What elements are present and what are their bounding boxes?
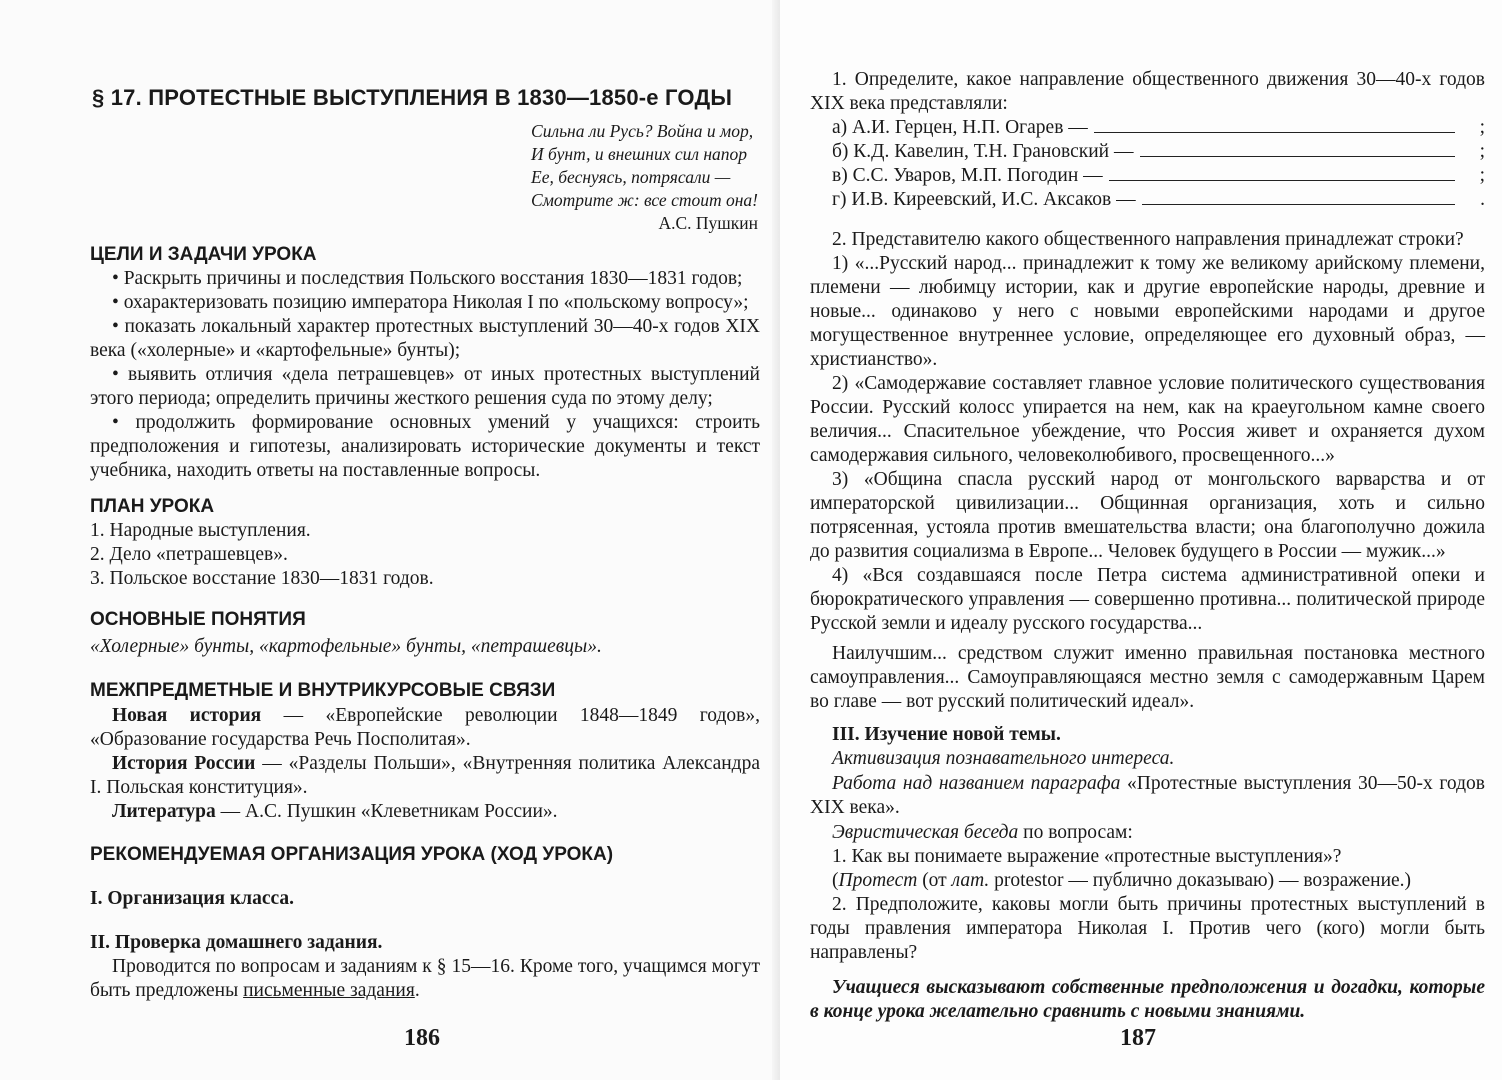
goals-list	[90, 267, 760, 483]
heuristic-label: Эвристическая беседа	[832, 822, 1019, 843]
link-subject: Новая история	[112, 705, 262, 726]
concepts-heading: ОСНОВНЫЕ ПОНЯТИЯ	[90, 609, 306, 630]
goal-item: • выявить отличия «дела петрашевцев» от иных протестных выступлений этого периода; определить причины жесткого решения суда по этому делу;	[90, 364, 760, 409]
goal-item: • показать локальный характер протестных выступлений 30—40-х годов XIX века («холерные» и «картофельные» бунты);	[90, 316, 760, 361]
answer-label: б) К.Д. Кавелин, Т.Н. Грановский —	[832, 141, 1134, 162]
concepts-text: «Холерные» бунты, «картофельные» бунты, «петрашевцы».	[90, 636, 602, 657]
blank-line[interactable]	[1140, 156, 1455, 157]
quote: 3) «Община спасла русский народ от монгольского варварства и от императорской цивилизации... Общинная организация, хоть и сильно потрясенная, устояла против вмешательства власти; она благополучно дожила до развития социализма в Европе... Человек будущего в России — мужик...»	[810, 469, 1485, 562]
links-heading: МЕЖПРЕДМЕТНЫЕ И ВНУТРИКУРСОВЫЕ СВЯЗИ	[90, 680, 556, 701]
punct: ;	[1479, 141, 1485, 162]
blank-line[interactable]	[1142, 204, 1456, 205]
plan-item: 1. Народные выступления.	[90, 520, 311, 541]
quote: 2) «Самодержавие составляет главное условие политического существования России. Русский колосс упирается на нем, как на краеугольном камне своего величия... Спасительное убеждение, что Россия живет и охраняется духом самодержавия сильного, человеколюбивого, просвещенного...»	[810, 373, 1485, 466]
t: protestor — публично доказываю) — возражение.)	[989, 870, 1412, 891]
plan-heading: ПЛАН УРОКА	[90, 496, 215, 517]
plan-list	[90, 519, 760, 591]
punct: .	[1480, 189, 1485, 210]
heuristic	[810, 821, 1485, 845]
goal-item: • Раскрыть причины и последствия Польского восстания 1830—1831 годов;	[112, 268, 743, 289]
heuristic-text: по вопросам:	[1018, 822, 1133, 843]
page-number: 186	[404, 1025, 440, 1051]
link-text: — А.С. Пушкин «Клеветникам России».	[215, 801, 558, 822]
answer-label: а) А.И. Герцен, Н.П. Огарев —	[832, 117, 1088, 138]
students-note: Учащиеся высказывают собственные предположения и догадки, которые в конце урока желательно сравнить с новыми знаниями.	[810, 977, 1485, 1022]
answer-line	[810, 188, 1485, 212]
link-item	[90, 752, 760, 800]
goals-heading: ЦЕЛИ И ЗАДАЧИ УРОКА	[90, 244, 317, 265]
goal-item: • охарактеризовать позицию императора Николая I по «польскому вопросу»;	[112, 292, 749, 313]
quote: 4) «Вся создавшаяся после Петра система административной опеки и бюрократического управления — совершенно противна... политической природе Русской земли и идеалу русского государства...	[810, 565, 1485, 634]
quote: 1) «...Русский народ... принадлежит к тому же великому арийскому племени, племени — любимцу истории, как и другие европейские народы, древние и новые... одинаково у него с новыми европейскими народами и другое могущественное внутреннее условие, определяющее его духовный образ, — христианство».	[810, 253, 1485, 370]
work-text: «Протестные выступления 30—50-х годов XIX века».	[810, 773, 1485, 818]
epigraph-line: Смотрите ж: все стоит она!	[531, 190, 758, 210]
answer-line	[810, 164, 1485, 188]
epigraph-author: А.С. Пушкин	[658, 213, 758, 233]
t: (от	[917, 870, 952, 891]
punct: ;	[1479, 117, 1485, 138]
answer-line	[810, 116, 1485, 140]
work-on-title	[810, 772, 1485, 820]
organization-heading: РЕКОМЕНДУЕМАЯ ОРГАНИЗАЦИЯ УРОКА (ХОД УРОКА)	[90, 844, 614, 865]
link-subject: Литература	[112, 801, 216, 822]
quote: Наилучшим... средством служит именно правильная постановка местного самоуправления... Самоуправляющаяся местно земля с самодержавным Царем во главе — вот русский политический идеал».	[810, 643, 1485, 712]
answer-label: в) С.С. Уваров, М.П. Погодин —	[832, 165, 1103, 186]
answer-line	[810, 140, 1485, 164]
step-2-body: Проводится по вопросам и заданиям к § 15—16. Кроме того, учащимся могут быть предложены	[90, 956, 760, 1001]
punct: ;	[1479, 165, 1485, 186]
t: (	[832, 870, 839, 891]
link-text: — «Европейские революции 1848—1849 годов», «Образование государства Речь Посполитая».	[90, 705, 760, 750]
link-text: — «Разделы Польши», «Внутренняя политика Александра I. Польская конституция».	[90, 753, 761, 798]
question-1-items	[810, 116, 1485, 212]
written-tasks: письменные задания	[243, 980, 415, 1001]
page-number: 187	[1120, 1025, 1156, 1051]
blank-line[interactable]	[1109, 180, 1455, 181]
link-item	[90, 704, 760, 752]
epigraph-line: Ее, беснуясь, потрясали —	[531, 167, 731, 187]
answer-label: г) И.В. Киреевский, И.С. Аксаков —	[832, 189, 1136, 210]
epigraph-line: И бунт, и внешних сил напор	[531, 144, 748, 164]
link-item	[90, 800, 760, 824]
quotes	[810, 252, 1485, 714]
activation: Активизация познавательного интереса.	[832, 748, 1175, 769]
question-2: 2. Представителю какого общественного направления принадлежат строки?	[832, 229, 1464, 250]
links-list	[90, 704, 760, 824]
heuristic-q2: 2. Предположите, каковы могли быть причины протестных выступлений в годы правления императора Николая I. Против чего (кого) могли быть направлены?	[810, 894, 1485, 963]
t: лат.	[951, 870, 990, 891]
step-1: I. Организация класса.	[90, 888, 295, 909]
step-3: III. Изучение новой темы.	[832, 724, 1061, 745]
work-label: Работа над названием параграфа	[832, 773, 1121, 794]
plan-item: 3. Польское восстание 1830—1831 годов.	[90, 568, 434, 589]
epigraph	[531, 120, 758, 235]
section-title: § 17. ПРОТЕСТНЫЕ ВЫСТУПЛЕНИЯ В 1830—1850-е ГОДЫ	[92, 85, 733, 110]
plan-item: 2. Дело «петрашевцев».	[90, 544, 288, 565]
step-2-text: Проводится по вопросам и заданиям к § 15—16. Кроме того, учащимся могут быть предложены письменные задания.	[90, 956, 760, 1001]
heuristic-q1-note	[810, 869, 1485, 893]
goal-item: • продолжить формирование основных умений у учащихся: строить предположения и гипотезы, анализировать исторические документы и текст учебника, находить ответы на поставленные вопросы.	[90, 412, 760, 481]
question-1: 1. Определите, какое направление общественного движения 30—40-х годов XIX века представляли:	[810, 69, 1485, 114]
blank-line[interactable]	[1094, 132, 1455, 133]
epigraph-line: Сильна ли Русь? Война и мор,	[531, 121, 754, 141]
t: Протест	[838, 870, 918, 891]
step-2: II. Проверка домашнего задания.	[90, 932, 383, 953]
heuristic-q1: 1. Как вы понимаете выражение «протестные выступления»?	[832, 846, 1342, 867]
link-subject: История России	[112, 753, 256, 774]
